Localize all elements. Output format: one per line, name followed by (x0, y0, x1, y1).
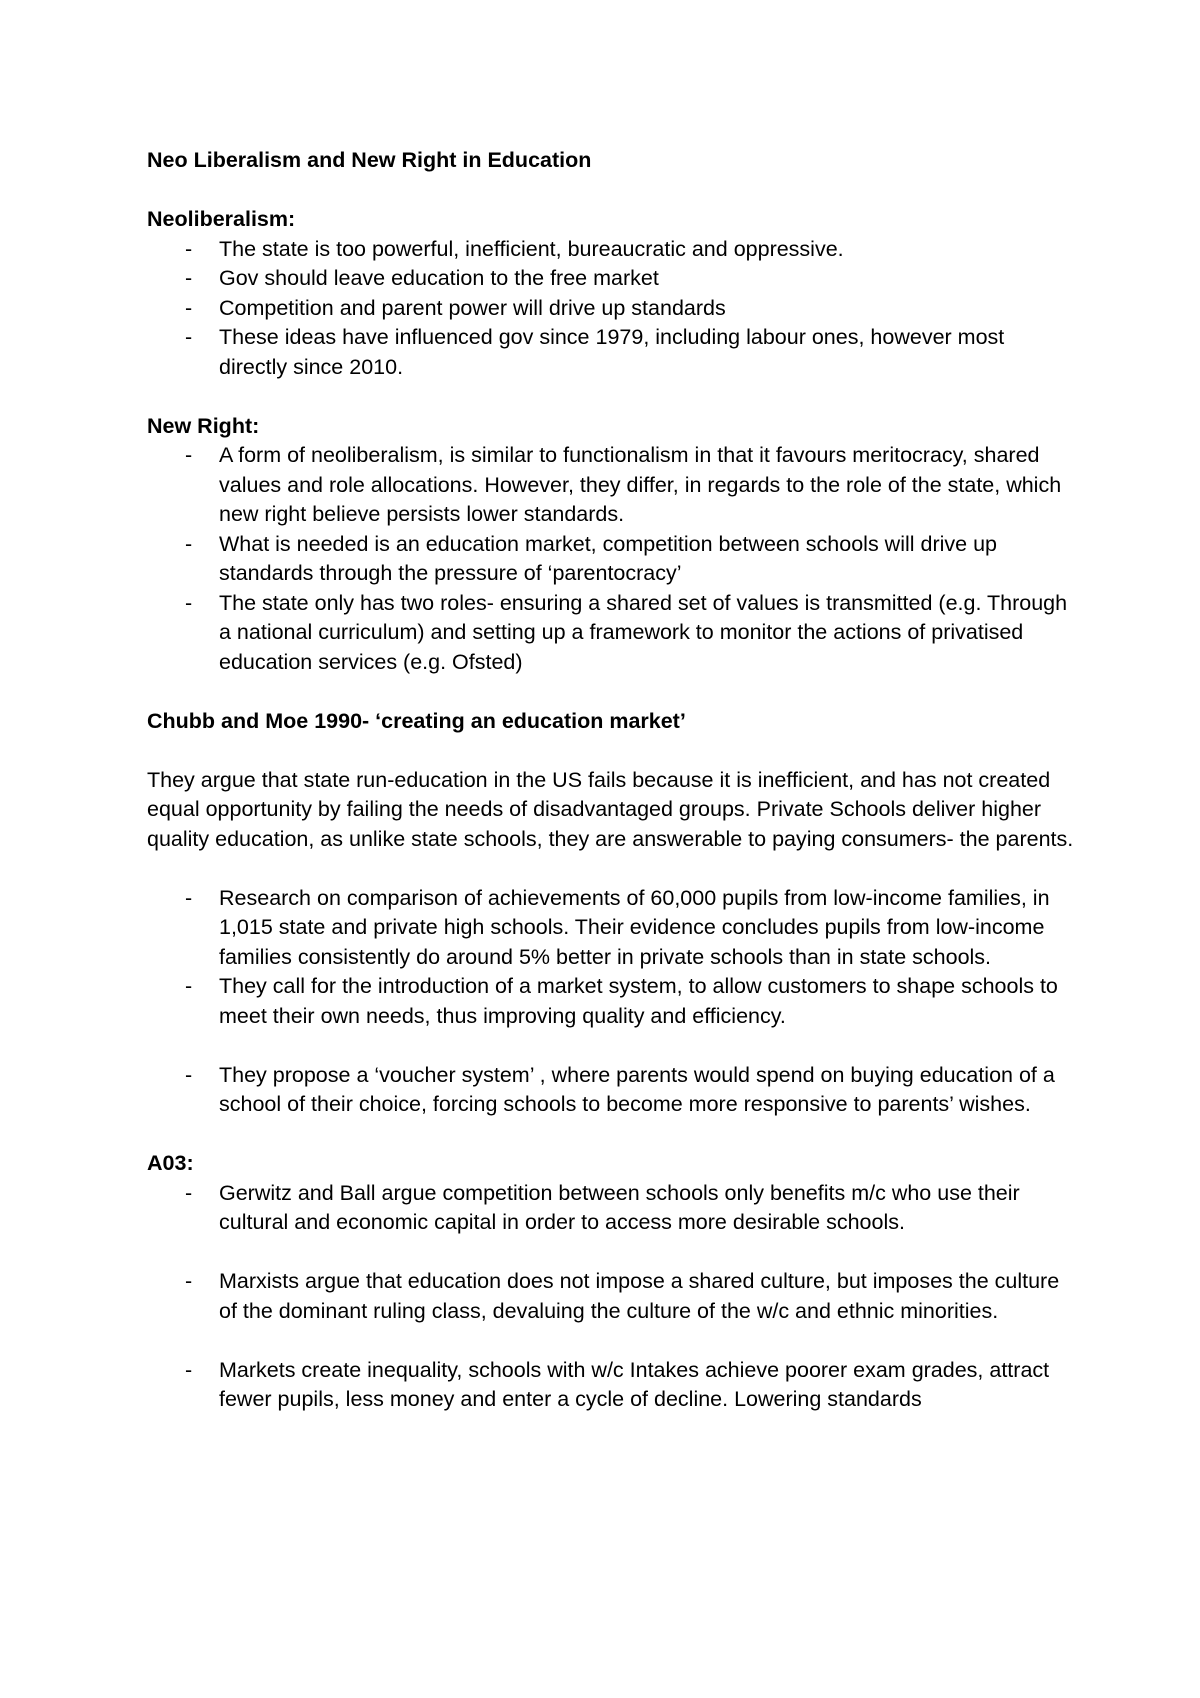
dash-bullet: - (185, 325, 193, 349)
list-item: - The state is too powerful, inefficient, bureaucratic and oppressive. (147, 235, 1077, 265)
section-heading-ao3: A03: (147, 1151, 194, 1175)
ao3-list (147, 1179, 1077, 1415)
dash-bullet: - (185, 266, 193, 290)
section-neoliberalism (147, 205, 1077, 382)
list-item: - What is needed is an education market, competition between schools will drive up standards through the pressure of ‘parentocracy’ (185, 531, 997, 585)
list-item: - Marxists argue that education does not impose a shared culture, but imposes the culture of the dominant ruling class, devaluing the culture of the w/c and ethnic minorities. (185, 1269, 1060, 1323)
section-heading-neoliberalism: Neoliberalism: (147, 207, 296, 231)
list-item: - These ideas have influenced gov since 1979, including labour ones, however most directly since 2010. (185, 325, 1005, 379)
dash-bullet: - (185, 236, 193, 261)
section-heading-chubb-moe: Chubb and Moe 1990- ‘creating an education market’ (147, 708, 686, 733)
dash-bullet: - (185, 590, 193, 615)
neoliberalism-list (147, 235, 1077, 383)
dash-bullet: - (185, 1269, 193, 1293)
list-item: - Gov should leave education to the free market (147, 264, 1077, 294)
dash-bullet: - (185, 443, 193, 467)
list-item: - They call for the introduction of a market system, to allow customers to shape schools to meet their own needs, thus improving quality and efficiency. (185, 974, 1058, 1028)
new-right-list (147, 441, 1077, 677)
list-item: - A form of neoliberalism, is similar to functionalism in that it favours meritocracy, shared values and role allocations. However, they differ, in regards to the role of the state, which new right believe persists lower standards. (185, 443, 1062, 526)
dash-bullet: - (185, 1062, 193, 1087)
dash-bullet: - (185, 885, 193, 910)
chubb-moe-paragraph: They argue that state run-education in the US fails because it is inefficient, and has not created equal opportunity by failing the needs of disadvantaged groups. Private Schools deliver higher quality education, as unlike state schools, they are answerable to paying consumers- the parents. (147, 767, 1074, 851)
section-chubb-moe (147, 707, 1077, 1120)
list-item: - Research on comparison of achievements of 60,000 pupils from low-income families, in 1,015 state and private high schools. Their evidence concludes pupils from low-income families consistently do around 5% better in private schools than in state schools. (185, 885, 1050, 969)
section-heading-new-right: New Right: (147, 413, 260, 438)
section-ao3 (147, 1149, 1077, 1415)
document-body (147, 146, 1077, 1415)
dash-bullet: - (185, 531, 193, 556)
list-item: - Gerwitz and Ball argue competition between schools only benefits m/c who use their cultural and economic capital in order to access more desirable schools. (185, 1180, 1020, 1234)
dash-bullet: - (185, 295, 193, 320)
dash-bullet: - (185, 1180, 193, 1205)
dash-bullet: - (185, 1357, 193, 1382)
list-item: - Competition and parent power will drive up standards (147, 294, 1077, 324)
list-item: - They propose a ‘voucher system’ , where parents would spend on buying education of a school of their choice, forcing schools to become more responsive to parents’ wishes. (185, 1062, 1055, 1116)
document-title: Neo Liberalism and New Right in Education (147, 148, 592, 172)
list-item: - The state only has two roles- ensuring a shared set of values is transmitted (e.g. Through a national curriculum) and setting up a framework to monitor the actions of privatised education services (e.g. Ofsted) (185, 590, 1068, 674)
chubb-moe-list (147, 884, 1077, 1120)
section-new-right (147, 412, 1077, 678)
list-item: - Markets create inequality, schools with w/c Intakes achieve poorer exam grades, attract fewer pupils, less money and enter a cycle of decline. Lowering standards (185, 1357, 1050, 1411)
dash-bullet: - (185, 974, 193, 998)
